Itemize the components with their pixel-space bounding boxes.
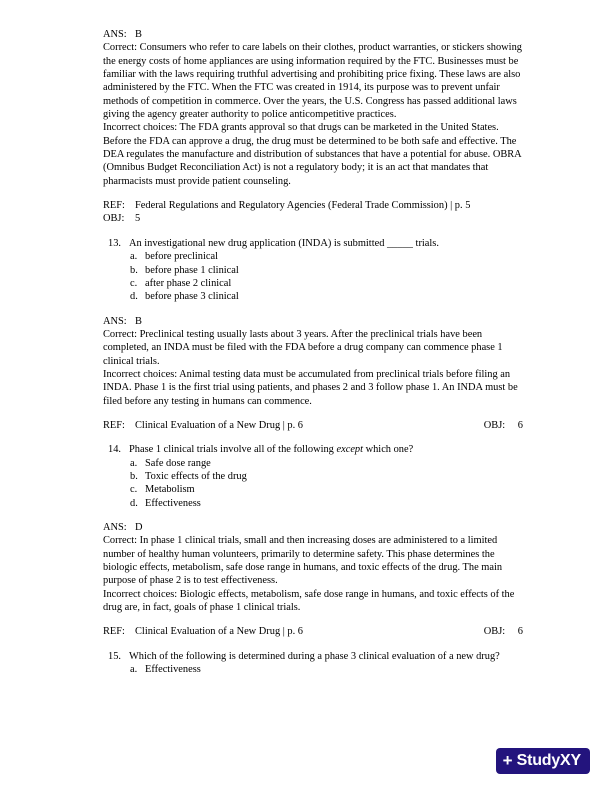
- list-item[interactable]: [103, 497, 523, 510]
- choice-letter: d.: [130, 497, 138, 509]
- obj-value: 5: [135, 213, 141, 225]
- choice-text: Effectiveness: [145, 497, 201, 509]
- choice-list: [103, 250, 523, 303]
- logo-wordmark: StudyXY: [516, 752, 581, 769]
- ref-label: REF:: [103, 626, 125, 638]
- choice-list: [103, 457, 523, 510]
- ref-value: Clinical Evaluation of a New Drug | p. 6: [135, 419, 304, 431]
- ans-value: B: [135, 29, 142, 40]
- choice-text: Toxic effects of the drug: [145, 470, 247, 482]
- ans-line: [103, 28, 523, 41]
- correct-rationale: Correct: Consumers who refer to care labels on their clothes, product warranties, or stickers showing the energy costs of home appliances are using information required by the FTC. Businesses must be familiar with the laws requiring truthful advertising and prohibiting price fixing. These laws are also administered by the FTC. When the FTC was created in 1914, its purpose was to prevent unfair methods of competition in commerce. Over the years, the U.S. Congress has passed additional laws giving the agency greater authority to police anticompetitive practices.: [103, 42, 522, 121]
- ans-value: B: [135, 315, 142, 327]
- list-item[interactable]: [103, 483, 523, 496]
- question-number: 14.: [108, 444, 121, 456]
- correct-rationale: Correct: In phase 1 clinical trials, small and then increasing doses are administered to a limited number of healthy human volunteers, primarily to determine safety. This phase determines the biologic effects, metabolism, safe dose range in humans, and toxic effects of the drug. The main purpose of phase 2 is to test effectiveness.: [103, 535, 503, 587]
- question-text: An investigational new drug application (INDA) is submitted _____ trials.: [129, 237, 439, 249]
- ref-obj-line: [103, 625, 523, 638]
- choice-letter: a.: [130, 664, 138, 676]
- ans-line: [103, 315, 523, 328]
- answer-block: [103, 28, 523, 226]
- choice-letter: b.: [130, 470, 138, 482]
- obj-line: [103, 212, 523, 225]
- obj-value: 6: [517, 419, 523, 431]
- list-item[interactable]: [103, 250, 523, 263]
- ref-obj-line: [103, 419, 523, 432]
- choice-letter: d.: [130, 291, 138, 303]
- list-item[interactable]: [103, 290, 523, 303]
- obj-label: OBJ:: [103, 213, 125, 225]
- question-text: Which of the following is determined during a phase 3 clinical evaluation of a new drug?: [129, 650, 500, 662]
- question-item-14: [103, 443, 523, 638]
- question-text-suffix: which one?: [363, 444, 414, 456]
- choice-letter: a.: [130, 457, 138, 469]
- choice-list: [103, 663, 523, 676]
- incorrect-rationale: Incorrect choices: The FDA grants approval so that drugs can be marketed in the United States. Before the FDA can approve a drug, the drug must be determined to be both safe and effective. The DEA regulates the manufacture and distribution of substances that have a potential for abuse. OBRA (Omnibus Budget Reconciliation Act) is not a regulatory body; it is an act that mandates that pharmacists must provide patient counseling.: [103, 122, 522, 187]
- correct-rationale: Correct: Preclinical testing usually lasts about 3 years. After the preclinical trials have been completed, an INDA must be filed with the FDA before a drug company can commence phase 1 clinical trials.: [103, 328, 503, 367]
- ref-obj-block: [103, 199, 523, 226]
- ans-label: ANS:: [103, 315, 127, 327]
- list-item[interactable]: [103, 663, 523, 676]
- ref-label: REF:: [103, 419, 125, 431]
- list-item[interactable]: [103, 277, 523, 290]
- question-number: 15.: [108, 650, 121, 662]
- ref-value: Clinical Evaluation of a New Drug | p. 6: [135, 626, 304, 638]
- choice-letter: b.: [130, 264, 138, 276]
- obj-value: 6: [517, 626, 523, 638]
- list-item[interactable]: [103, 470, 523, 483]
- choice-text: Safe dose range: [145, 457, 211, 469]
- question-stem: [103, 443, 523, 456]
- question-number: 13.: [108, 237, 121, 249]
- obj-label: OBJ:: [483, 626, 506, 638]
- choice-text: after phase 2 clinical: [145, 277, 232, 289]
- incorrect-rationale: Incorrect choices: Biologic effects, metabolism, safe dose range in humans, and toxic effects of the drug are, in fact, goals of phase 1 clinical trials.: [103, 588, 515, 614]
- list-item[interactable]: [103, 264, 523, 277]
- choice-text: before preclinical: [145, 251, 218, 263]
- question-text-emphasis: except: [336, 444, 364, 456]
- question-stem: [103, 237, 523, 250]
- question-text-prefix: Phase 1 clinical trials involve all of the following: [129, 444, 337, 456]
- ans-line: [103, 521, 523, 534]
- choice-text: before phase 1 clinical: [145, 264, 239, 276]
- ans-label: ANS:: [103, 29, 127, 40]
- choice-text: Metabolism: [145, 484, 195, 496]
- question-stem: [103, 650, 523, 663]
- plus-icon: +: [502, 750, 513, 770]
- choice-letter: c.: [130, 484, 138, 496]
- choice-letter: a.: [130, 251, 138, 263]
- studyxy-watermark-logo: [496, 748, 590, 774]
- question-item-15: [103, 650, 523, 677]
- ans-value: D: [135, 522, 143, 533]
- ref-value: Federal Regulations and Regulatory Agencies (Federal Trade Commission) | p. 5: [135, 200, 471, 212]
- obj-label: OBJ:: [483, 419, 506, 431]
- choice-text: before phase 3 clinical: [145, 291, 239, 303]
- ref-line: [103, 199, 523, 212]
- choice-text: Effectiveness: [145, 664, 201, 676]
- list-item[interactable]: [103, 457, 523, 470]
- choice-letter: c.: [130, 277, 138, 289]
- question-text: [129, 443, 523, 456]
- ref-label: REF:: [103, 200, 125, 212]
- ans-label: ANS:: [103, 522, 127, 533]
- question-item-13: [103, 237, 523, 432]
- incorrect-rationale: Incorrect choices: Animal testing data must be accumulated from preclinical trials before filing an INDA. Phase 1 is the first trial using patients, and phases 2 and 3 follow phase 1. An INDA must be filed before any testing in humans can commence.: [103, 368, 518, 407]
- page-content: [103, 28, 523, 676]
